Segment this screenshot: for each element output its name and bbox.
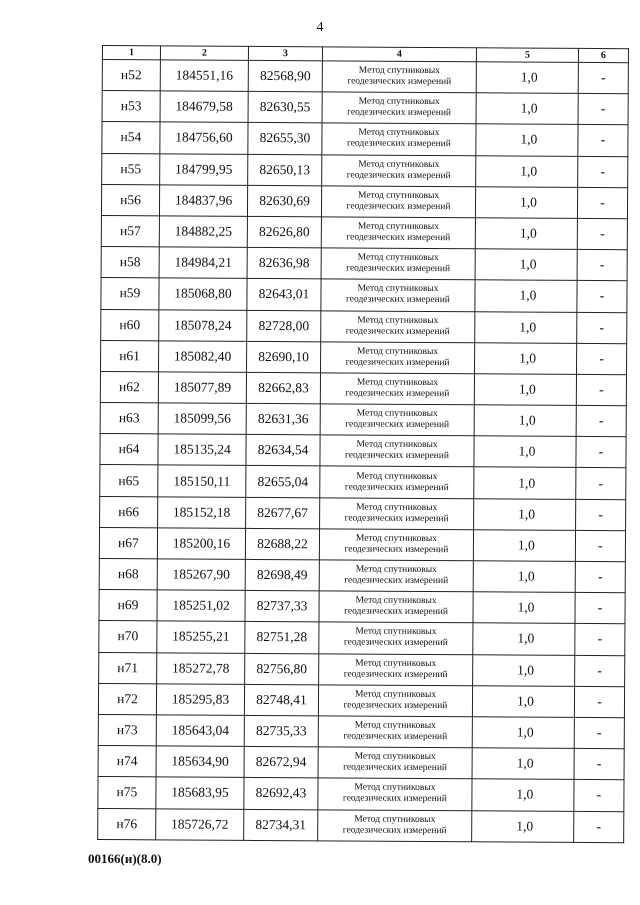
- method-line-1: Метод спутниковых: [357, 346, 439, 357]
- method-cell: [318, 747, 472, 779]
- method-line-1: Метод спутниковых: [354, 720, 436, 732]
- accuracy-cell: 1,0: [475, 218, 577, 250]
- note-cell: -: [577, 312, 627, 343]
- accuracy-cell: 1,0: [473, 592, 575, 624]
- note-cell: -: [576, 374, 626, 405]
- note-cell: -: [576, 405, 626, 436]
- accuracy-cell: 1,0: [473, 530, 575, 562]
- table-row: [99, 558, 625, 592]
- point-id-cell: н56: [101, 184, 159, 216]
- table-row: [99, 527, 625, 561]
- y-coordinate-cell: 82643,01: [247, 279, 321, 311]
- column-header-6: 6: [578, 48, 628, 62]
- table-row: [98, 808, 624, 842]
- accuracy-cell: 1,0: [474, 374, 576, 406]
- method-line-1: Метод спутниковых: [356, 408, 438, 420]
- y-coordinate-cell: 82748,41: [244, 684, 318, 716]
- method-line-2: геодезических измерений: [345, 388, 450, 400]
- column-header-1: 1: [102, 46, 160, 60]
- table-row: [101, 247, 627, 281]
- table-row: [102, 91, 628, 125]
- coordinates-table: [97, 45, 629, 843]
- method-line-2: геодезических измерений: [343, 637, 448, 649]
- point-id-cell: н73: [98, 714, 156, 746]
- table-row: [101, 340, 627, 374]
- note-cell: -: [575, 655, 625, 686]
- method-line-1: Метод спутниковых: [357, 252, 439, 264]
- point-id-cell: н57: [101, 215, 159, 247]
- x-coordinate-cell: 185152,18: [158, 496, 246, 528]
- accuracy-cell: 1,0: [475, 280, 577, 312]
- method-cell: [322, 154, 476, 186]
- y-coordinate-cell: 82672,94: [244, 747, 318, 779]
- method-line-2: геодезических измерений: [344, 575, 449, 587]
- method-line-2: геодезических измерений: [343, 762, 448, 774]
- table-body: [98, 60, 629, 843]
- x-coordinate-cell: 184799,95: [160, 153, 248, 185]
- method-line-1: Метод спутниковых: [358, 128, 440, 139]
- y-coordinate-cell: 82650,13: [248, 154, 322, 186]
- table-row: [101, 278, 627, 312]
- method-line-1: Метод спутниковых: [354, 814, 436, 825]
- point-id-cell: н55: [102, 153, 160, 185]
- note-cell: -: [575, 561, 625, 592]
- y-coordinate-cell: 82728,00: [247, 310, 321, 342]
- point-id-cell: н70: [99, 621, 157, 653]
- method-line-2: геодезических измерений: [346, 232, 451, 244]
- table-row: [98, 746, 624, 780]
- x-coordinate-cell: 184984,21: [159, 247, 247, 279]
- point-id-cell: н68: [99, 558, 157, 590]
- method-cell: [320, 373, 474, 405]
- point-id-cell: н54: [102, 122, 160, 154]
- method-line-1: Метод спутниковых: [356, 377, 439, 389]
- method-line-2: геодезических измерений: [343, 731, 448, 743]
- method-cell: [320, 497, 474, 529]
- table-row: [100, 465, 626, 499]
- method-line-1: Метод спутниковых: [357, 190, 440, 201]
- table-row: [100, 496, 626, 530]
- note-cell: -: [575, 530, 625, 561]
- column-header-4: 4: [322, 47, 476, 62]
- x-coordinate-cell: 185150,11: [158, 465, 246, 497]
- point-id-cell: н63: [100, 403, 158, 435]
- accuracy-cell: 1,0: [474, 342, 576, 374]
- method-line-1: Метод спутниковых: [355, 595, 437, 607]
- method-line-2: геодезических измерений: [344, 513, 449, 524]
- accuracy-cell: 1,0: [476, 62, 578, 94]
- method-line-1: Метод спутниковых: [356, 439, 438, 451]
- x-coordinate-cell: 184837,96: [159, 185, 247, 217]
- document-code: 00166(и)(8.0): [88, 851, 162, 866]
- x-coordinate-cell: 185077,89: [158, 372, 246, 404]
- page-number: 4: [316, 20, 324, 35]
- note-cell: -: [578, 156, 628, 187]
- method-cell: [319, 591, 473, 623]
- point-id-cell: н69: [99, 590, 157, 622]
- note-cell: -: [574, 717, 624, 748]
- method-line-2: геодезических измерений: [345, 326, 450, 337]
- table-row: [99, 621, 625, 655]
- accuracy-cell: 1,0: [475, 187, 577, 219]
- method-cell: [322, 92, 476, 124]
- note-cell: -: [576, 499, 626, 530]
- method-line-2: геодезических измерений: [344, 544, 449, 556]
- method-line-1: Метод спутниковых: [355, 564, 437, 576]
- table-row: [102, 153, 628, 187]
- point-id-cell: н74: [98, 746, 156, 778]
- point-id-cell: н53: [102, 91, 160, 123]
- note-cell: -: [574, 811, 624, 842]
- y-coordinate-cell: 82655,30: [248, 123, 322, 155]
- note-cell: -: [577, 250, 627, 281]
- column-header-3: 3: [248, 46, 322, 60]
- method-line-2: геодезических измерений: [343, 700, 448, 711]
- point-id-cell: н59: [101, 278, 159, 310]
- method-cell: [320, 435, 474, 467]
- accuracy-cell: 1,0: [472, 810, 574, 842]
- y-coordinate-cell: 82734,31: [244, 809, 318, 841]
- method-line-1: Метод спутниковых: [354, 689, 437, 700]
- y-coordinate-cell: 82677,67: [246, 497, 320, 529]
- table-row: [101, 215, 627, 249]
- x-coordinate-cell: 185078,24: [159, 309, 247, 341]
- table-row: [100, 403, 626, 437]
- point-id-cell: н58: [101, 247, 159, 279]
- point-id-cell: н64: [100, 434, 158, 466]
- x-coordinate-cell: 185200,16: [157, 528, 245, 560]
- x-coordinate-cell: 185267,90: [157, 559, 245, 591]
- method-line-2: геодезических измерений: [342, 825, 447, 836]
- method-cell: [320, 466, 474, 498]
- x-coordinate-cell: 185251,02: [157, 590, 245, 622]
- x-coordinate-cell: 184756,60: [160, 122, 248, 154]
- method-line-1: Метод спутниковых: [358, 65, 440, 77]
- y-coordinate-cell: 82636,98: [247, 248, 321, 280]
- x-coordinate-cell: 184679,58: [160, 91, 248, 123]
- table-row: [99, 590, 625, 624]
- x-coordinate-cell: 185643,04: [156, 715, 244, 747]
- method-line-2: геодезических измерений: [346, 201, 451, 212]
- note-cell: -: [577, 187, 627, 218]
- y-coordinate-cell: 82737,33: [245, 591, 319, 623]
- method-cell: [320, 404, 474, 436]
- table-row: [101, 309, 627, 343]
- method-line-2: геодезических измерений: [345, 450, 449, 462]
- accuracy-cell: 1,0: [472, 686, 574, 718]
- point-id-cell: н61: [101, 340, 159, 372]
- method-line-2: геодезических измерений: [344, 482, 449, 493]
- y-coordinate-cell: 82655,04: [246, 466, 320, 498]
- x-coordinate-cell: 185726,72: [156, 808, 244, 840]
- table-row: [100, 434, 626, 468]
- method-cell: [318, 778, 472, 810]
- method-cell: [321, 217, 475, 249]
- table-row: [102, 60, 628, 94]
- method-line-2: геодезических измерений: [347, 107, 452, 119]
- method-line-2: геодезических измерений: [346, 170, 451, 181]
- point-id-cell: н71: [99, 652, 157, 684]
- y-coordinate-cell: 82626,80: [247, 216, 321, 248]
- method-line-1: Метод спутниковых: [357, 283, 439, 295]
- accuracy-cell: 1,0: [473, 623, 575, 655]
- method-line-1: Метод спутниковых: [355, 627, 437, 638]
- method-cell: [321, 310, 475, 342]
- method-line-2: геодезических измерений: [345, 294, 450, 306]
- note-cell: -: [575, 624, 625, 655]
- x-coordinate-cell: 185099,56: [158, 403, 246, 435]
- x-coordinate-cell: 185295,83: [156, 684, 244, 716]
- note-cell: -: [574, 749, 624, 780]
- note-cell: -: [576, 343, 626, 374]
- table-row: [98, 777, 624, 811]
- method-cell: [322, 123, 476, 155]
- method-line-1: Метод спутниковых: [357, 221, 439, 233]
- point-id-cell: н65: [100, 465, 158, 497]
- point-id-cell: н76: [98, 808, 156, 840]
- method-cell: [319, 622, 473, 654]
- accuracy-cell: 1,0: [476, 124, 578, 156]
- method-line-2: геодезических измерений: [346, 138, 451, 150]
- method-cell: [319, 560, 473, 592]
- note-cell: -: [576, 468, 626, 499]
- method-cell: [321, 279, 475, 311]
- method-cell: [321, 186, 475, 218]
- note-cell: -: [577, 281, 627, 312]
- y-coordinate-cell: 82692,43: [244, 778, 318, 810]
- y-coordinate-cell: 82735,33: [244, 715, 318, 747]
- method-line-2: геодезических измерений: [343, 669, 448, 680]
- accuracy-cell: 1,0: [475, 249, 577, 281]
- accuracy-cell: 1,0: [474, 498, 576, 530]
- x-coordinate-cell: 185135,24: [158, 434, 246, 466]
- accuracy-cell: 1,0: [472, 748, 574, 780]
- y-coordinate-cell: 82688,22: [245, 528, 319, 560]
- y-coordinate-cell: 82631,36: [246, 403, 320, 435]
- method-cell: [319, 529, 473, 561]
- x-coordinate-cell: 185082,40: [159, 341, 247, 373]
- point-id-cell: н72: [98, 683, 156, 715]
- method-line-1: Метод спутниковых: [358, 96, 440, 108]
- method-cell: [321, 342, 475, 374]
- point-id-cell: н67: [99, 527, 157, 559]
- x-coordinate-cell: 184882,25: [159, 216, 247, 248]
- accuracy-cell: 1,0: [474, 467, 576, 499]
- accuracy-cell: 1,0: [473, 654, 575, 686]
- method-line-1: Метод спутниковых: [354, 782, 436, 794]
- point-id-cell: н52: [102, 60, 160, 92]
- table-row: [100, 371, 626, 405]
- method-line-2: геодезических измерений: [345, 357, 450, 368]
- coordinates-table-wrapper: [97, 45, 629, 843]
- method-line-1: Метод спутниковых: [355, 658, 437, 669]
- method-line-2: геодезических измерений: [344, 606, 449, 618]
- y-coordinate-cell: 82690,10: [247, 341, 321, 373]
- x-coordinate-cell: 185272,78: [157, 652, 245, 684]
- note-cell: -: [577, 218, 627, 249]
- accuracy-cell: 1,0: [475, 311, 577, 343]
- method-line-1: Метод спутниковых: [354, 751, 436, 763]
- method-cell: [318, 685, 472, 717]
- y-coordinate-cell: 82568,90: [248, 60, 322, 92]
- column-header-5: 5: [476, 48, 578, 63]
- method-cell: [322, 61, 476, 93]
- method-line-2: геодезических измерений: [347, 76, 452, 88]
- accuracy-cell: 1,0: [472, 779, 574, 811]
- accuracy-cell: 1,0: [476, 155, 578, 187]
- method-line-1: Метод спутниковых: [358, 159, 440, 170]
- table-row: [102, 122, 628, 156]
- method-cell: [318, 809, 472, 841]
- note-cell: -: [575, 593, 625, 624]
- method-line-1: Метод спутниковых: [356, 502, 438, 513]
- method-cell: [318, 716, 472, 748]
- y-coordinate-cell: 82751,28: [245, 622, 319, 654]
- note-cell: -: [578, 125, 628, 156]
- x-coordinate-cell: 184551,16: [160, 60, 248, 92]
- table-row: [98, 714, 624, 748]
- accuracy-cell: 1,0: [474, 436, 576, 468]
- method-line-2: геодезических измерений: [345, 419, 450, 431]
- point-id-cell: н60: [101, 309, 159, 341]
- y-coordinate-cell: 82634,54: [246, 435, 320, 467]
- x-coordinate-cell: 185634,90: [156, 746, 244, 778]
- note-cell: -: [574, 780, 624, 811]
- table-row: [99, 652, 625, 686]
- x-coordinate-cell: 185255,21: [157, 621, 245, 653]
- x-coordinate-cell: 185068,80: [159, 278, 247, 310]
- method-line-2: геодезических измерений: [346, 263, 451, 275]
- y-coordinate-cell: 82630,69: [247, 185, 321, 217]
- y-coordinate-cell: 82756,80: [245, 653, 319, 685]
- note-cell: -: [574, 686, 624, 717]
- y-coordinate-cell: 82698,49: [245, 559, 319, 591]
- point-id-cell: н62: [100, 371, 158, 403]
- y-coordinate-cell: 82662,83: [246, 372, 320, 404]
- note-cell: -: [578, 94, 628, 125]
- accuracy-cell: 1,0: [473, 561, 575, 593]
- y-coordinate-cell: 82630,55: [248, 92, 322, 124]
- column-header-2: 2: [160, 46, 248, 61]
- method-line-1: Метод спутниковых: [356, 471, 438, 482]
- table-row: [101, 184, 627, 218]
- method-line-2: геодезических измерений: [342, 793, 447, 805]
- accuracy-cell: 1,0: [476, 93, 578, 125]
- point-id-cell: н75: [98, 777, 156, 809]
- point-id-cell: н66: [100, 496, 158, 528]
- x-coordinate-cell: 185683,95: [156, 777, 244, 809]
- table-row: [98, 683, 624, 717]
- method-line-1: Метод спутниковых: [357, 315, 439, 326]
- accuracy-cell: 1,0: [474, 405, 576, 437]
- method-line-1: Метод спутниковых: [355, 533, 438, 544]
- note-cell: -: [576, 437, 626, 468]
- note-cell: -: [578, 62, 628, 93]
- method-cell: [321, 248, 475, 280]
- accuracy-cell: 1,0: [472, 717, 574, 749]
- method-cell: [319, 653, 473, 685]
